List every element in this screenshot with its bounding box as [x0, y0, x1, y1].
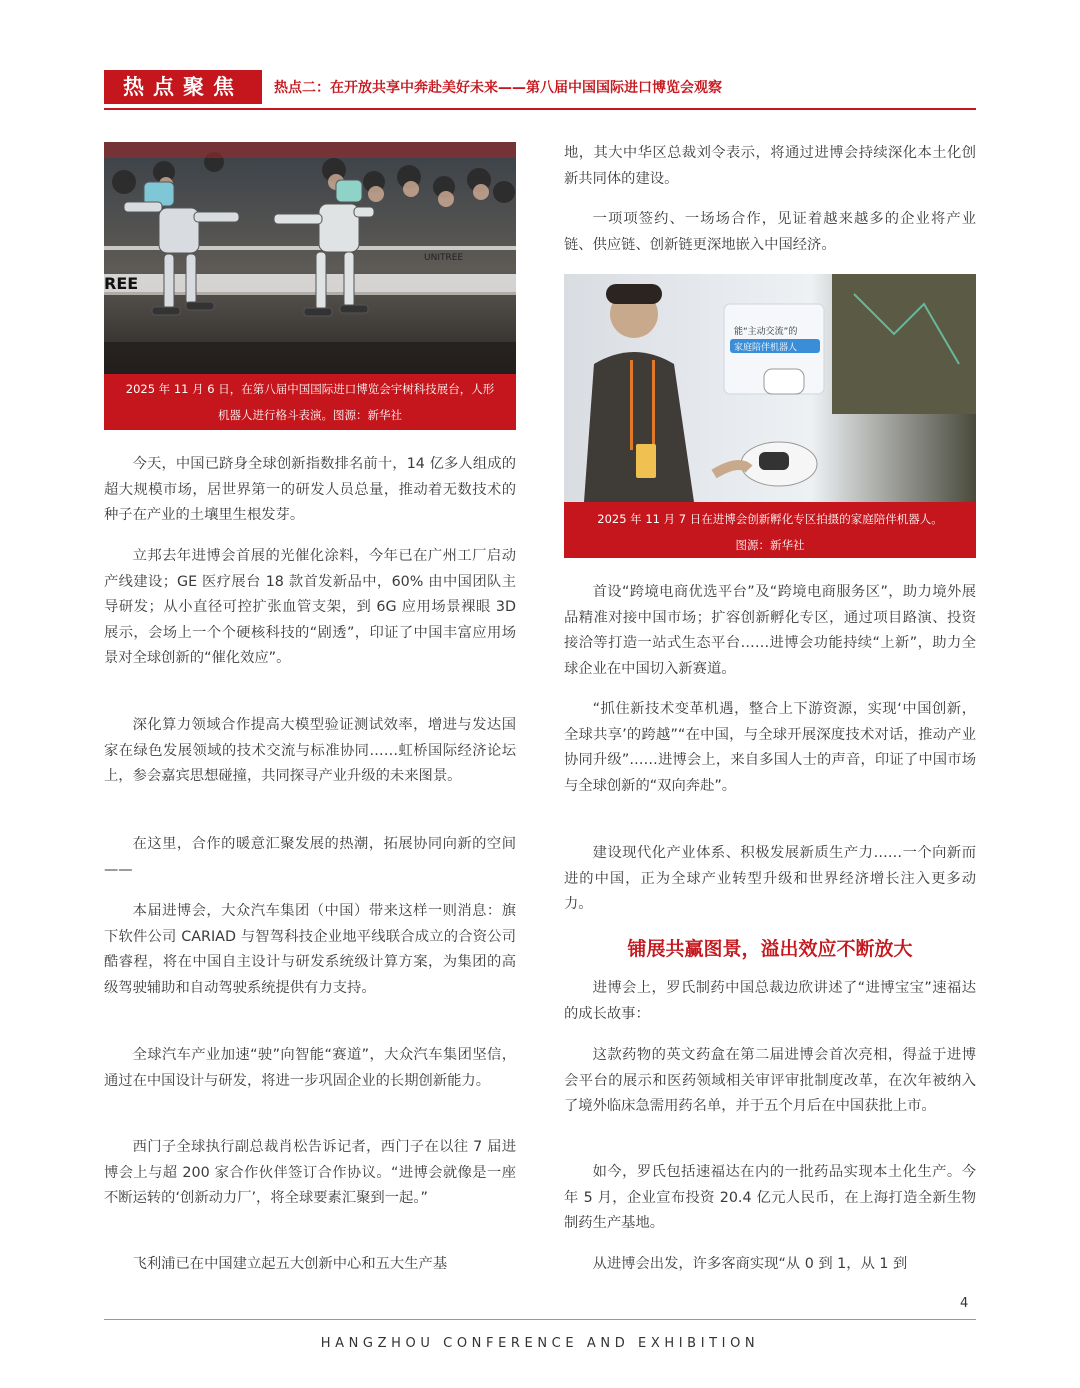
- svg-text:家庭陪伴机器人: 家庭陪伴机器人: [734, 343, 798, 353]
- footer-rule: [104, 1319, 976, 1320]
- paragraph: 立邦去年进博会首展的光催化涂料，今年已在广州工厂启动产线建设；GE 医疗展台 18 款首发新品中，60% 由中国团队主导研发；从小直径可控扩张血管支架，到 6G 应用场景裸眼 3D 展示，会场上一个个硬核科技的“剧透”，印证了中国丰富应用场景对全球创新的“催化效应”。: [104, 548, 516, 666]
- paragraph: 在这里，合作的暖意汇聚发展的热潮，拓展协同向新的空间——: [104, 836, 516, 878]
- svg-text:REE: REE: [104, 274, 139, 293]
- caption-line: 2025 年 11 月 6 日，在第八届中国国际进口博览会宇树科技展台，人形: [125, 382, 495, 396]
- paragraph: 建设现代化产业体系、积极发展新质生产力……一个向新而进的中国，正为全球产业转型升级和世界经济增长注入更多动力。: [564, 845, 976, 912]
- robot-boxing-image: [104, 142, 516, 374]
- paragraph: 飞利浦已在中国建立起五大创新中心和五大生产基: [132, 1256, 448, 1272]
- paragraph: 本届进博会，大众汽车集团（中国）带来这样一则消息：旗下软件公司 CARIAD 与智驾科技企业地平线联合成立的合资公司酷睿程，将在中国自主设计与研发系统级计算方案，为集团的高级驾驶辅助和自动驾驶系统提供有力支持。: [104, 903, 516, 996]
- page-header: [104, 70, 976, 106]
- caption-line: 机器人进行格斗表演。图源：新华社: [218, 408, 402, 422]
- paragraph: 地，其大中华区总裁刘令表示，将通过进博会持续深化本土化创新共同体的建设。: [564, 145, 976, 187]
- paragraph: 全球汽车产业加速“驶”向智能“赛道”，大众汽车集团坚信，通过在中国设计与研发，将进一步巩固企业的长期创新能力。: [104, 1047, 516, 1089]
- page-number: 4: [960, 1296, 969, 1311]
- paragraph: 从进博会出发，许多客商实现“从 0 到 1，从 1 到: [592, 1256, 908, 1272]
- figure-caption: [564, 506, 976, 558]
- paragraph: “抓住新技术变革机遇，整合上下游资源，实现‘中国创新，全球共享’的跨越”“在中国，与全球开展深度技术对话，推动产业协同升级”……进博会上，来自多国人士的声音，印证了中国市场与全球创新的“双向奔赴”。: [564, 701, 976, 794]
- photo-robot-boxing: [104, 142, 516, 374]
- caption-line: 图源：新华社: [735, 538, 805, 552]
- paragraph: 西门子全球执行副总裁肖松告诉记者，西门子在以往 7 届进博会上与超 200 家合作伙伴签订合作协议。“进博会就像是一座不断运转的‘创新动力厂’，将全球要素汇聚到一起。”: [104, 1139, 516, 1206]
- photo-companion-robot: [564, 274, 976, 502]
- header-rule: [104, 108, 976, 110]
- svg-text:能“主动交流”的: 能“主动交流”的: [734, 327, 798, 337]
- paragraph: 深化算力领域合作提高大模型验证测试效率，增进与发达国家在绿色发展领域的技术交流与标准协同……虹桥国际经济论坛上，参会嘉宾思想碰撞，共同探寻产业升级的未来图景。: [104, 717, 516, 784]
- caption-line: 2025 年 11 月 7 日在进博会创新孵化专区拍摄的家庭陪伴机器人。: [597, 512, 943, 526]
- header-title: 热点二：在开放共享中奔赴美好未来——第八届中国国际进口博览会观察: [274, 80, 722, 96]
- paragraph: 首设“跨境电商优选平台”及“跨境电商服务区”，助力境外展品精准对接中国市场；扩容创新孵化专区，通过项目路演、投资接洽等打造一站式生态平台……进博会功能持续“上新”，助力全球企业在中国切入新赛道。: [564, 584, 976, 677]
- svg-text:UNITREE: UNITREE: [424, 253, 464, 263]
- paragraph: 进博会上，罗氏制药中国总裁边欣讲述了“进博宝宝”速福达的成长故事：: [564, 980, 976, 1022]
- figure-robot-boxing: [104, 142, 516, 430]
- figure-caption: [104, 376, 516, 428]
- section-tag: 热点聚焦: [104, 70, 262, 104]
- footer-text: HANGZHOU CONFERENCE AND EXHIBITION: [320, 1336, 760, 1351]
- paragraph: 今天，中国已跻身全球创新指数排名前十，14 亿多人组成的超大规模市场，居世界第一的研发人员总量，推动着无数技术的种子在产业的土壤里生根发芽。: [104, 456, 516, 523]
- paragraph: 这款药物的英文药盒在第二届进博会首次亮相，得益于进博会平台的展示和医药领域相关审评审批制度改革，在次年被纳入了境外临床急需用药名单，并于五个月后在中国获批上市。: [564, 1047, 976, 1114]
- figure-companion-robot: [564, 274, 976, 558]
- paragraph: 一项项签约、一场场合作，见证着越来越多的企业将产业链、供应链、创新链更深地嵌入中国经济。: [564, 211, 976, 253]
- section-heading: 铺展共赢图景，溢出效应不断放大: [627, 938, 913, 960]
- paragraph: 如今，罗氏包括速福达在内的一批药品实现本土化生产。今年 5 月，企业宣布投资 20.4 亿元人民币，在上海打造全新生物制药生产基地。: [564, 1164, 976, 1231]
- companion-robot-image: [564, 274, 976, 502]
